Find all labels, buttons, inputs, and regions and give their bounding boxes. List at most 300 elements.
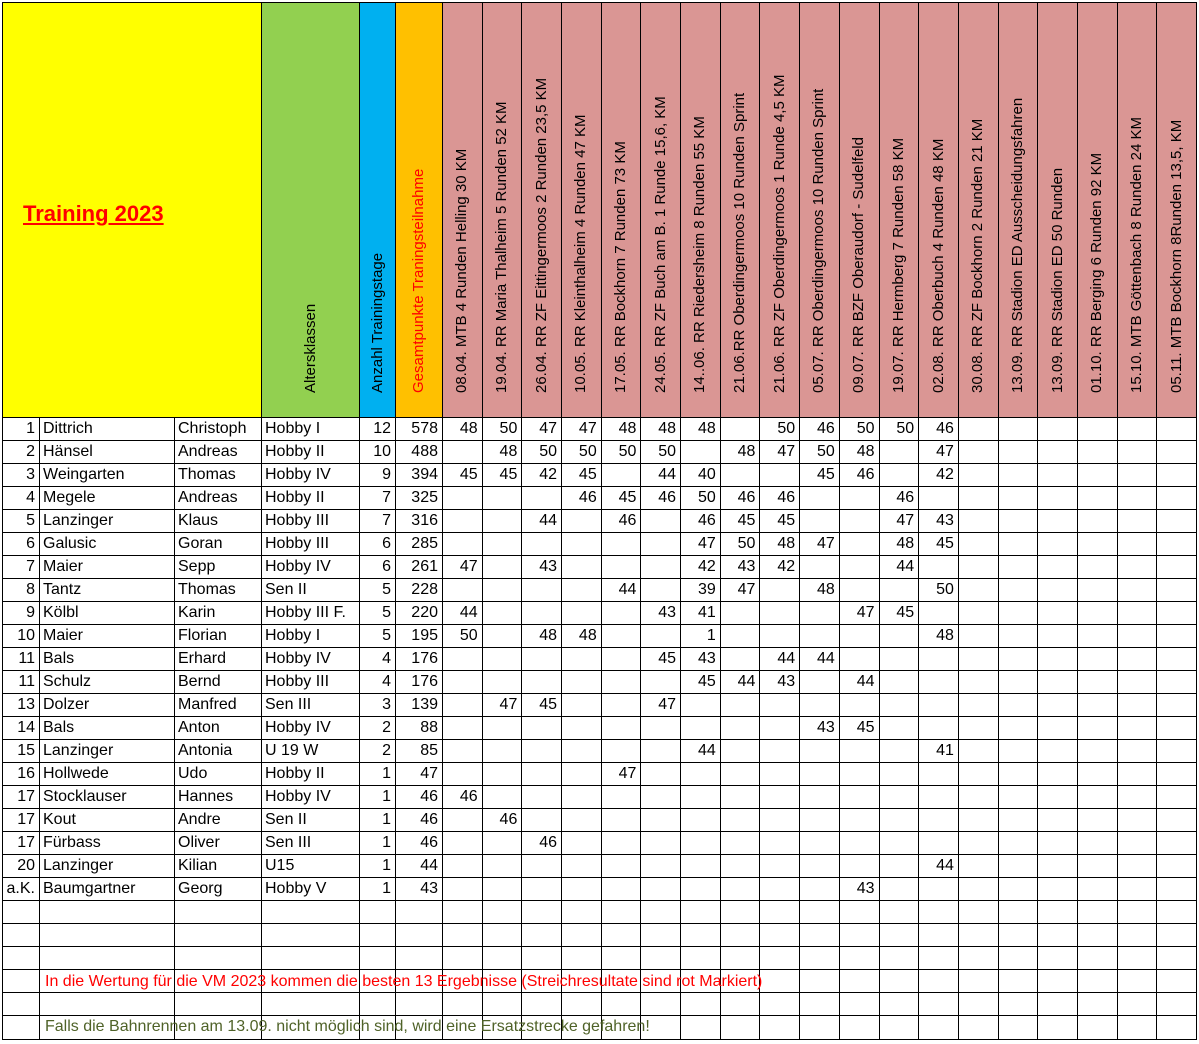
cell-days[interactable]: 2 (360, 717, 396, 740)
cell-score[interactable]: 50 (840, 418, 880, 441)
cell-score[interactable]: 48 (602, 418, 642, 441)
cell-score[interactable] (1118, 786, 1158, 809)
cell-score[interactable] (522, 809, 562, 832)
cell-total[interactable]: 46 (396, 786, 443, 809)
cell-score[interactable]: 43 (721, 556, 761, 579)
cell-score[interactable]: 48 (681, 418, 721, 441)
cell-score[interactable] (1118, 970, 1158, 993)
cell-score[interactable] (959, 832, 999, 855)
cell-rank[interactable]: 14 (2, 717, 40, 740)
cell-score[interactable] (760, 855, 800, 878)
cell-score[interactable] (800, 809, 840, 832)
cell-score[interactable]: 45 (443, 464, 483, 487)
cell-cls[interactable]: Sen III (262, 694, 360, 717)
cell-score[interactable] (1078, 786, 1118, 809)
cell-score[interactable] (443, 671, 483, 694)
cell-score[interactable] (880, 901, 920, 924)
cell-score[interactable]: 45 (562, 464, 602, 487)
event-header[interactable] (1038, 2, 1078, 418)
cell-score[interactable]: 48 (919, 625, 959, 648)
event-header[interactable] (522, 2, 562, 418)
cell-score[interactable] (1118, 625, 1158, 648)
cell-score[interactable] (1078, 763, 1118, 786)
cell-score[interactable] (760, 924, 800, 947)
cell-cls[interactable]: Sen II (262, 579, 360, 602)
cell-score[interactable] (681, 993, 721, 1016)
cell-score[interactable]: 47 (483, 694, 523, 717)
cell-score[interactable] (641, 556, 681, 579)
cell-score[interactable] (681, 763, 721, 786)
cell-total[interactable]: 43 (396, 878, 443, 901)
cell-score[interactable] (999, 855, 1039, 878)
cell-score[interactable] (1157, 533, 1197, 556)
cell-days[interactable]: 3 (360, 694, 396, 717)
cell-score[interactable] (1118, 602, 1158, 625)
cell-score[interactable]: 46 (840, 464, 880, 487)
cell-score[interactable] (721, 625, 761, 648)
cell-score[interactable] (1157, 763, 1197, 786)
cell-score[interactable] (919, 924, 959, 947)
cell-score[interactable] (959, 901, 999, 924)
cell-score[interactable] (800, 832, 840, 855)
event-header[interactable] (840, 2, 880, 418)
cell-last[interactable]: Maier (40, 556, 175, 579)
cell-score[interactable] (522, 717, 562, 740)
cell-score[interactable] (641, 855, 681, 878)
cell-score[interactable] (1157, 832, 1197, 855)
cell-total[interactable]: 195 (396, 625, 443, 648)
cell-score[interactable] (1038, 970, 1078, 993)
cell-score[interactable] (483, 510, 523, 533)
cell-score[interactable] (959, 809, 999, 832)
cell-score[interactable] (840, 1016, 880, 1040)
cell-score[interactable] (1078, 533, 1118, 556)
cell-first[interactable] (175, 993, 262, 1016)
cell-first[interactable]: Manfred (175, 694, 262, 717)
cell-score[interactable] (999, 970, 1039, 993)
cell-score[interactable] (562, 809, 602, 832)
cell-score[interactable] (1038, 579, 1078, 602)
cell-score[interactable] (1157, 510, 1197, 533)
cell-score[interactable]: 46 (602, 510, 642, 533)
cell-score[interactable]: 44 (800, 648, 840, 671)
cell-score[interactable]: 47 (760, 441, 800, 464)
cell-score[interactable] (721, 809, 761, 832)
cell-score[interactable] (1157, 579, 1197, 602)
cell-first[interactable]: Goran (175, 533, 262, 556)
cell-score[interactable]: 50 (721, 533, 761, 556)
cell-score[interactable] (959, 924, 999, 947)
cell-score[interactable]: 48 (760, 533, 800, 556)
cell-score[interactable] (1118, 510, 1158, 533)
cell-rank[interactable]: 13 (2, 694, 40, 717)
cell-last[interactable]: Baumgartner (40, 878, 175, 901)
cell-score[interactable] (880, 878, 920, 901)
cell-score[interactable] (1157, 924, 1197, 947)
cell-score[interactable] (1078, 648, 1118, 671)
cell-score[interactable] (721, 901, 761, 924)
cell-score[interactable] (681, 717, 721, 740)
cell-score[interactable] (1078, 625, 1118, 648)
cell-cls[interactable]: Hobby III (262, 671, 360, 694)
cell-score[interactable] (483, 487, 523, 510)
cell-score[interactable]: 46 (721, 487, 761, 510)
cell-score[interactable] (959, 694, 999, 717)
cell-rank[interactable]: 20 (2, 855, 40, 878)
cell-score[interactable] (959, 878, 999, 901)
cell-first[interactable]: Bernd (175, 671, 262, 694)
cell-score[interactable] (483, 924, 523, 947)
cell-score[interactable] (959, 717, 999, 740)
cell-score[interactable] (522, 878, 562, 901)
cell-score[interactable] (641, 786, 681, 809)
cell-score[interactable] (919, 648, 959, 671)
cell-score[interactable] (721, 1016, 761, 1040)
event-header[interactable] (443, 2, 483, 418)
cell-score[interactable] (1038, 441, 1078, 464)
cell-last[interactable]: Stocklauser (40, 786, 175, 809)
cell-score[interactable] (602, 832, 642, 855)
cell-score[interactable] (880, 1016, 920, 1040)
cell-last[interactable]: Kout (40, 809, 175, 832)
cell-score[interactable]: 44 (641, 464, 681, 487)
cell-days[interactable]: 1 (360, 878, 396, 901)
cell-first[interactable]: Thomas (175, 579, 262, 602)
cell-score[interactable]: 41 (919, 740, 959, 763)
cell-score[interactable] (840, 533, 880, 556)
cell-score[interactable] (1038, 694, 1078, 717)
cell-score[interactable] (999, 993, 1039, 1016)
cell-score[interactable] (1038, 855, 1078, 878)
cell-score[interactable]: 44 (602, 579, 642, 602)
cell-score[interactable] (721, 648, 761, 671)
cell-days[interactable]: 4 (360, 671, 396, 694)
cell-score[interactable] (1157, 786, 1197, 809)
cell-score[interactable] (1078, 901, 1118, 924)
cell-score[interactable] (840, 970, 880, 993)
cell-score[interactable] (641, 510, 681, 533)
cell-score[interactable] (1078, 510, 1118, 533)
cell-first[interactable] (175, 947, 262, 970)
cell-score[interactable] (562, 993, 602, 1016)
cell-score[interactable] (880, 694, 920, 717)
cell-cls[interactable]: Hobby IV (262, 464, 360, 487)
cell-score[interactable] (562, 648, 602, 671)
cell-score[interactable] (999, 947, 1039, 970)
cell-score[interactable]: 50 (760, 418, 800, 441)
cell-days[interactable]: 9 (360, 464, 396, 487)
cell-score[interactable] (959, 441, 999, 464)
cell-score[interactable]: 47 (602, 763, 642, 786)
event-header[interactable] (681, 2, 721, 418)
cell-score[interactable] (760, 1016, 800, 1040)
cell-cls[interactable]: Hobby IV (262, 556, 360, 579)
cell-score[interactable] (483, 579, 523, 602)
cell-score[interactable]: 50 (681, 487, 721, 510)
cell-score[interactable] (999, 487, 1039, 510)
cell-score[interactable] (880, 717, 920, 740)
cell-score[interactable] (919, 947, 959, 970)
cell-score[interactable]: 42 (760, 556, 800, 579)
cell-score[interactable] (959, 648, 999, 671)
cell-rank[interactable]: 11 (2, 671, 40, 694)
cell-score[interactable] (483, 832, 523, 855)
cell-score[interactable] (800, 671, 840, 694)
cell-total[interactable]: 261 (396, 556, 443, 579)
cell-score[interactable] (721, 763, 761, 786)
cell-score[interactable] (880, 855, 920, 878)
cell-first[interactable]: Sepp (175, 556, 262, 579)
cell-score[interactable] (562, 924, 602, 947)
cell-days[interactable]: 5 (360, 625, 396, 648)
cell-cls[interactable] (262, 993, 360, 1016)
cell-score[interactable] (959, 602, 999, 625)
cell-score[interactable] (1078, 1016, 1118, 1040)
cell-score[interactable]: 46 (880, 487, 920, 510)
cell-score[interactable]: 45 (641, 648, 681, 671)
cell-score[interactable] (1157, 809, 1197, 832)
cell-score[interactable] (1038, 786, 1078, 809)
cell-total[interactable]: 316 (396, 510, 443, 533)
cell-score[interactable] (1078, 556, 1118, 579)
cell-score[interactable] (999, 418, 1039, 441)
cell-score[interactable] (1038, 510, 1078, 533)
cell-score[interactable] (483, 717, 523, 740)
cell-score[interactable] (919, 694, 959, 717)
cell-score[interactable] (641, 993, 681, 1016)
cell-score[interactable] (443, 533, 483, 556)
cell-score[interactable] (999, 625, 1039, 648)
cell-score[interactable] (760, 878, 800, 901)
cell-score[interactable]: 42 (522, 464, 562, 487)
cell-score[interactable] (602, 924, 642, 947)
cell-score[interactable]: 46 (919, 418, 959, 441)
cell-score[interactable] (602, 464, 642, 487)
cell-score[interactable]: 43 (840, 878, 880, 901)
cell-score[interactable] (800, 993, 840, 1016)
cell-score[interactable] (562, 878, 602, 901)
cell-score[interactable] (602, 878, 642, 901)
cell-score[interactable] (483, 602, 523, 625)
cell-score[interactable] (443, 993, 483, 1016)
cell-score[interactable] (681, 901, 721, 924)
cell-cls[interactable]: U15 (262, 855, 360, 878)
cell-score[interactable] (1157, 947, 1197, 970)
cell-score[interactable] (1078, 717, 1118, 740)
cell-score[interactable] (1157, 556, 1197, 579)
cell-first[interactable] (175, 924, 262, 947)
cell-score[interactable] (800, 694, 840, 717)
cell-score[interactable] (999, 832, 1039, 855)
cell-score[interactable] (522, 533, 562, 556)
cell-score[interactable] (1038, 464, 1078, 487)
cell-rank[interactable] (2, 1016, 40, 1040)
cell-score[interactable]: 48 (880, 533, 920, 556)
cell-score[interactable] (840, 556, 880, 579)
cell-score[interactable] (919, 878, 959, 901)
cell-score[interactable] (959, 1016, 999, 1040)
cell-first[interactable]: Erhard (175, 648, 262, 671)
cell-score[interactable] (1038, 418, 1078, 441)
cell-score[interactable] (681, 855, 721, 878)
cell-rank[interactable] (2, 924, 40, 947)
cell-score[interactable] (721, 786, 761, 809)
cell-score[interactable] (760, 832, 800, 855)
cell-last[interactable] (40, 993, 175, 1016)
cell-score[interactable] (959, 993, 999, 1016)
cell-score[interactable] (800, 625, 840, 648)
cell-score[interactable] (443, 809, 483, 832)
cell-score[interactable] (760, 901, 800, 924)
cell-score[interactable] (1118, 855, 1158, 878)
cell-score[interactable] (721, 947, 761, 970)
cell-score[interactable] (483, 671, 523, 694)
cell-score[interactable]: 47 (562, 418, 602, 441)
cell-score[interactable] (800, 763, 840, 786)
cell-last[interactable]: Maier (40, 625, 175, 648)
cell-score[interactable] (959, 970, 999, 993)
cell-score[interactable] (760, 970, 800, 993)
event-header[interactable] (760, 2, 800, 418)
cell-cls[interactable]: Hobby IV (262, 717, 360, 740)
cell-score[interactable] (681, 786, 721, 809)
cell-score[interactable] (840, 786, 880, 809)
cell-score[interactable] (681, 694, 721, 717)
cell-score[interactable] (483, 648, 523, 671)
cell-score[interactable]: 46 (800, 418, 840, 441)
cell-score[interactable] (1038, 533, 1078, 556)
cell-score[interactable] (959, 671, 999, 694)
cell-rank[interactable]: 9 (2, 602, 40, 625)
cell-score[interactable]: 45 (681, 671, 721, 694)
cell-score[interactable] (999, 878, 1039, 901)
cell-cls[interactable] (262, 924, 360, 947)
cell-score[interactable] (1078, 671, 1118, 694)
cell-score[interactable] (562, 533, 602, 556)
cell-score[interactable] (562, 763, 602, 786)
cell-score[interactable] (1078, 993, 1118, 1016)
cell-score[interactable] (1118, 418, 1158, 441)
cell-score[interactable] (880, 809, 920, 832)
cell-last[interactable]: Dolzer (40, 694, 175, 717)
cell-score[interactable] (1078, 487, 1118, 510)
cell-score[interactable] (721, 855, 761, 878)
cell-days[interactable]: 4 (360, 648, 396, 671)
cell-score[interactable]: 50 (522, 441, 562, 464)
cell-score[interactable] (1038, 924, 1078, 947)
cell-score[interactable]: 43 (641, 602, 681, 625)
cell-score[interactable] (840, 625, 880, 648)
cell-score[interactable] (959, 947, 999, 970)
cell-score[interactable] (840, 924, 880, 947)
cell-score[interactable] (760, 464, 800, 487)
cell-cls[interactable]: Hobby II (262, 763, 360, 786)
cell-score[interactable] (1038, 763, 1078, 786)
cell-first[interactable]: Georg (175, 878, 262, 901)
cell-score[interactable]: 50 (919, 579, 959, 602)
cell-score[interactable] (602, 671, 642, 694)
header-trainingstage[interactable] (360, 2, 396, 418)
cell-score[interactable] (1038, 602, 1078, 625)
cell-score[interactable]: 45 (919, 533, 959, 556)
cell-score[interactable] (522, 740, 562, 763)
cell-score[interactable] (840, 487, 880, 510)
cell-rank[interactable] (2, 993, 40, 1016)
cell-score[interactable] (483, 625, 523, 648)
cell-score[interactable] (641, 832, 681, 855)
cell-score[interactable] (919, 763, 959, 786)
cell-score[interactable] (1078, 441, 1118, 464)
cell-total[interactable]: 88 (396, 717, 443, 740)
cell-score[interactable] (641, 878, 681, 901)
cell-first[interactable]: Oliver (175, 832, 262, 855)
cell-score[interactable] (602, 901, 642, 924)
cell-score[interactable] (999, 694, 1039, 717)
cell-score[interactable] (1118, 901, 1158, 924)
cell-rank[interactable]: 1 (2, 418, 40, 441)
cell-score[interactable] (443, 487, 483, 510)
cell-total[interactable]: 46 (396, 809, 443, 832)
cell-score[interactable] (721, 464, 761, 487)
cell-score[interactable] (1118, 694, 1158, 717)
cell-rank[interactable]: 17 (2, 809, 40, 832)
cell-last[interactable]: Schulz (40, 671, 175, 694)
cell-score[interactable] (959, 740, 999, 763)
cell-cls[interactable]: Sen III (262, 832, 360, 855)
cell-score[interactable] (1157, 418, 1197, 441)
cell-last[interactable]: Hollwede (40, 763, 175, 786)
cell-score[interactable] (959, 533, 999, 556)
cell-score[interactable] (800, 901, 840, 924)
cell-rank[interactable]: 15 (2, 740, 40, 763)
cell-days[interactable]: 12 (360, 418, 396, 441)
cell-score[interactable] (760, 625, 800, 648)
cell-score[interactable] (522, 993, 562, 1016)
cell-days[interactable] (360, 993, 396, 1016)
cell-score[interactable] (721, 924, 761, 947)
cell-score[interactable] (1038, 901, 1078, 924)
cell-score[interactable] (999, 763, 1039, 786)
cell-score[interactable] (1038, 1016, 1078, 1040)
cell-score[interactable] (840, 740, 880, 763)
cell-days[interactable]: 5 (360, 602, 396, 625)
cell-score[interactable]: 47 (800, 533, 840, 556)
cell-total[interactable]: 578 (396, 418, 443, 441)
cell-first[interactable] (175, 901, 262, 924)
cell-score[interactable] (1078, 924, 1118, 947)
cell-score[interactable] (641, 625, 681, 648)
cell-total[interactable]: 139 (396, 694, 443, 717)
cell-score[interactable] (562, 510, 602, 533)
cell-days[interactable]: 5 (360, 579, 396, 602)
cell-score[interactable] (1038, 740, 1078, 763)
cell-score[interactable]: 45 (522, 694, 562, 717)
cell-score[interactable] (641, 901, 681, 924)
cell-score[interactable] (483, 763, 523, 786)
cell-score[interactable]: 47 (443, 556, 483, 579)
cell-score[interactable] (721, 740, 761, 763)
cell-score[interactable] (880, 464, 920, 487)
cell-first[interactable]: Andre (175, 809, 262, 832)
cell-score[interactable] (1078, 418, 1118, 441)
cell-score[interactable] (1078, 809, 1118, 832)
cell-score[interactable] (721, 878, 761, 901)
cell-score[interactable] (483, 786, 523, 809)
cell-score[interactable]: 1 (681, 625, 721, 648)
cell-days[interactable]: 1 (360, 763, 396, 786)
cell-first[interactable]: Anton (175, 717, 262, 740)
cell-score[interactable] (959, 556, 999, 579)
